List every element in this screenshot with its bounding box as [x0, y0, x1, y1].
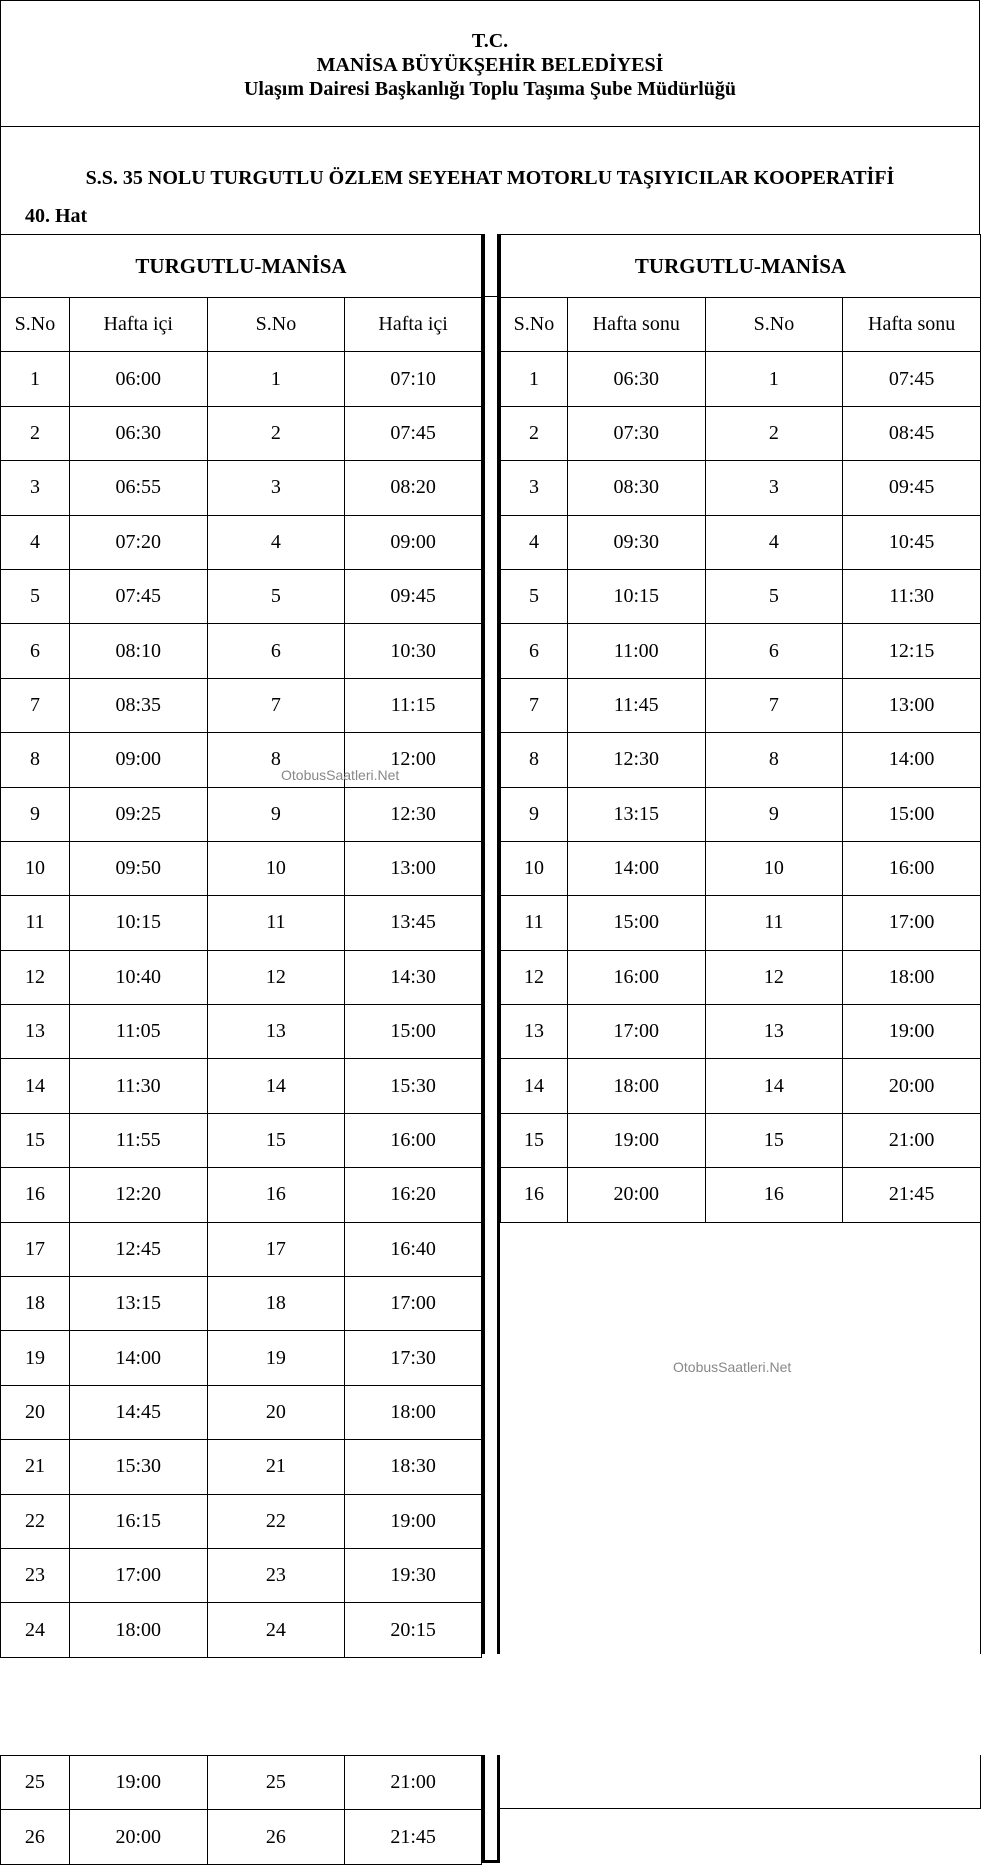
- departure-time-cell: 13:45: [345, 896, 482, 950]
- table-row: [501, 569, 981, 623]
- departure-time-cell: 11:30: [843, 569, 981, 623]
- table-row: [1, 896, 482, 950]
- weekday-timetable: [0, 234, 482, 1658]
- table-row: [1, 1113, 482, 1167]
- table-row: [1, 461, 482, 515]
- table-row: [501, 733, 981, 787]
- table-row: [501, 896, 981, 950]
- departure-time-cell: 10:30: [345, 624, 482, 678]
- departure-time-cell: 09:45: [843, 461, 981, 515]
- sequence-number-cell: 7: [207, 678, 345, 732]
- sequence-number-cell: 13: [705, 1005, 843, 1059]
- sequence-number-cell: 10: [1, 841, 70, 895]
- sequence-number-cell: 9: [705, 787, 843, 841]
- header-line-2: MANİSA BÜYÜKŞEHİR BELEDİYESİ: [316, 54, 664, 76]
- departure-time-cell: 16:00: [843, 841, 981, 895]
- right-border: [980, 1218, 981, 1654]
- sequence-number-cell: 2: [501, 406, 568, 460]
- column-header: Hafta içi: [69, 298, 207, 352]
- sequence-number-cell: 2: [705, 406, 843, 460]
- sequence-number-cell: 26: [1, 1810, 70, 1864]
- departure-time-cell: 13:15: [69, 1277, 207, 1331]
- departure-time-cell: 14:00: [69, 1331, 207, 1385]
- departure-time-cell: 15:30: [345, 1059, 482, 1113]
- table-row: [1, 624, 482, 678]
- sequence-number-cell: 20: [1, 1385, 70, 1439]
- table-row: [501, 1168, 981, 1222]
- sequence-number-cell: 8: [705, 733, 843, 787]
- sequence-number-cell: 3: [705, 461, 843, 515]
- table-row: [501, 406, 981, 460]
- departure-time-cell: 18:00: [567, 1059, 705, 1113]
- departure-time-cell: 07:45: [345, 406, 482, 460]
- table-row: [501, 624, 981, 678]
- sequence-number-cell: 13: [1, 1005, 70, 1059]
- table-row: [1, 1385, 482, 1439]
- sequence-number-cell: 16: [501, 1168, 568, 1222]
- departure-time-cell: 19:00: [69, 1756, 207, 1810]
- departure-time-cell: 19:00: [345, 1494, 482, 1548]
- sequence-number-cell: 14: [705, 1059, 843, 1113]
- column-header: Hafta sonu: [843, 298, 981, 352]
- table-row: [1, 569, 482, 623]
- departure-time-cell: 21:45: [843, 1168, 981, 1222]
- table-row: [501, 787, 981, 841]
- sequence-number-cell: 15: [501, 1113, 568, 1167]
- table-row: [501, 1113, 981, 1167]
- table-row: [1, 1005, 482, 1059]
- departure-time-cell: 09:00: [345, 515, 482, 569]
- document-header: [0, 0, 980, 127]
- sequence-number-cell: 6: [705, 624, 843, 678]
- table-separator: [482, 234, 500, 1654]
- departure-time-cell: 07:45: [69, 569, 207, 623]
- departure-time-cell: 09:45: [345, 569, 482, 623]
- weekend-title: TURGUTLU-MANİSA: [501, 235, 981, 298]
- table-row: [1, 950, 482, 1004]
- departure-time-cell: 20:00: [567, 1168, 705, 1222]
- sequence-number-cell: 21: [1, 1440, 70, 1494]
- departure-time-cell: 13:15: [567, 787, 705, 841]
- sequence-number-cell: 16: [1, 1168, 70, 1222]
- sequence-number-cell: 17: [207, 1222, 345, 1276]
- sequence-number-cell: 12: [207, 950, 345, 1004]
- departure-time-cell: 06:30: [69, 406, 207, 460]
- sequence-number-cell: 10: [705, 841, 843, 895]
- departure-time-cell: 16:15: [69, 1494, 207, 1548]
- sequence-number-cell: 6: [501, 624, 568, 678]
- departure-time-cell: 07:20: [69, 515, 207, 569]
- departure-time-cell: 12:15: [843, 624, 981, 678]
- table-row: [1, 515, 482, 569]
- sequence-number-cell: 18: [1, 1277, 70, 1331]
- sequence-number-cell: 5: [1, 569, 70, 623]
- table-row: [1, 678, 482, 732]
- sequence-number-cell: 4: [705, 515, 843, 569]
- departure-time-cell: 21:00: [345, 1756, 482, 1810]
- table-row: [501, 841, 981, 895]
- sequence-number-cell: 9: [1, 787, 70, 841]
- sequence-number-cell: 4: [207, 515, 345, 569]
- departure-time-cell: 19:00: [567, 1113, 705, 1167]
- table-row: [1, 1810, 482, 1864]
- departure-time-cell: 08:10: [69, 624, 207, 678]
- table-row: [501, 1005, 981, 1059]
- sequence-number-cell: 15: [207, 1113, 345, 1167]
- departure-time-cell: 18:00: [69, 1603, 207, 1657]
- departure-time-cell: 09:25: [69, 787, 207, 841]
- sequence-number-cell: 14: [207, 1059, 345, 1113]
- departure-time-cell: 10:40: [69, 950, 207, 1004]
- table-row: [501, 678, 981, 732]
- sequence-number-cell: 5: [207, 569, 345, 623]
- departure-time-cell: 09:50: [69, 841, 207, 895]
- departure-time-cell: 20:15: [345, 1603, 482, 1657]
- sequence-number-cell: 15: [705, 1113, 843, 1167]
- departure-time-cell: 14:00: [843, 733, 981, 787]
- sequence-number-cell: 23: [207, 1548, 345, 1602]
- sequence-number-cell: 12: [1, 950, 70, 1004]
- sequence-number-cell: 15: [1, 1113, 70, 1167]
- sequence-number-cell: 12: [705, 950, 843, 1004]
- sequence-number-cell: 1: [705, 352, 843, 406]
- weekday-timetable-continued: [0, 1755, 482, 1865]
- table-row: [1, 733, 482, 787]
- table-row: [1, 1222, 482, 1276]
- departure-time-cell: 12:30: [567, 733, 705, 787]
- weekday-title: TURGUTLU-MANİSA: [1, 235, 482, 298]
- departure-time-cell: 16:40: [345, 1222, 482, 1276]
- sequence-number-cell: 26: [207, 1810, 345, 1864]
- right-border: [980, 1755, 981, 1809]
- sequence-number-cell: 10: [207, 841, 345, 895]
- sequence-number-cell: 9: [501, 787, 568, 841]
- table-row: [501, 461, 981, 515]
- sequence-number-cell: 14: [1, 1059, 70, 1113]
- sequence-number-cell: 4: [501, 515, 568, 569]
- departure-time-cell: 15:30: [69, 1440, 207, 1494]
- table-row: [1, 1548, 482, 1602]
- departure-time-cell: 16:00: [567, 950, 705, 1004]
- sequence-number-cell: 11: [207, 896, 345, 950]
- table-row: [1, 1277, 482, 1331]
- sequence-number-cell: 2: [207, 406, 345, 460]
- departure-time-cell: 15:00: [567, 896, 705, 950]
- departure-time-cell: 14:00: [567, 841, 705, 895]
- departure-time-cell: 11:00: [567, 624, 705, 678]
- line-name: 40. Hat: [25, 205, 88, 227]
- sequence-number-cell: 11: [705, 896, 843, 950]
- sequence-number-cell: 14: [501, 1059, 568, 1113]
- sequence-number-cell: 24: [207, 1603, 345, 1657]
- departure-time-cell: 15:00: [843, 787, 981, 841]
- sequence-number-cell: 6: [207, 624, 345, 678]
- header-line-1: T.C.: [471, 30, 509, 52]
- departure-time-cell: 10:15: [69, 896, 207, 950]
- sequence-number-cell: 8: [501, 733, 568, 787]
- table-row: [501, 352, 981, 406]
- table-separator: [482, 1755, 500, 1863]
- empty-cell-line: [500, 1808, 981, 1809]
- sequence-number-cell: 24: [1, 1603, 70, 1657]
- departure-time-cell: 06:55: [69, 461, 207, 515]
- sequence-number-cell: 23: [1, 1548, 70, 1602]
- sequence-number-cell: 5: [501, 569, 568, 623]
- sequence-number-cell: 6: [1, 624, 70, 678]
- sequence-number-cell: 18: [207, 1277, 345, 1331]
- departure-time-cell: 18:00: [345, 1385, 482, 1439]
- weekend-timetable: [500, 234, 981, 1223]
- departure-time-cell: 08:20: [345, 461, 482, 515]
- watermark: OtobusSaatleri.Net: [281, 767, 400, 783]
- header-line-3: Ulaşım Dairesi Başkanlığı Toplu Taşıma Şube Müdürlüğü: [243, 78, 737, 100]
- table-row: [501, 515, 981, 569]
- departure-time-cell: 12:45: [69, 1222, 207, 1276]
- sequence-number-cell: 5: [705, 569, 843, 623]
- departure-time-cell: 19:00: [843, 1005, 981, 1059]
- sequence-number-cell: 8: [207, 733, 345, 787]
- table-row: [1, 1331, 482, 1385]
- sequence-number-cell: 7: [705, 678, 843, 732]
- watermark: OtobusSaatleri.Net: [673, 1359, 792, 1375]
- column-header: Hafta içi: [345, 298, 482, 352]
- table-row: [1, 1440, 482, 1494]
- sequence-number-cell: 25: [207, 1756, 345, 1810]
- table-row: [1, 1494, 482, 1548]
- column-header: S.No: [705, 298, 843, 352]
- table-row: [1, 1603, 482, 1657]
- departure-time-cell: 16:00: [345, 1113, 482, 1167]
- sequence-number-cell: 3: [501, 461, 568, 515]
- departure-time-cell: 10:45: [843, 515, 981, 569]
- sequence-number-cell: 2: [1, 406, 70, 460]
- departure-time-cell: 21:45: [345, 1810, 482, 1864]
- departure-time-cell: 16:20: [345, 1168, 482, 1222]
- departure-time-cell: 14:30: [345, 950, 482, 1004]
- column-header: Hafta sonu: [567, 298, 705, 352]
- departure-time-cell: 17:30: [345, 1331, 482, 1385]
- departure-time-cell: 10:15: [567, 569, 705, 623]
- departure-time-cell: 09:30: [567, 515, 705, 569]
- table-row: [1, 1756, 482, 1810]
- departure-time-cell: 18:00: [843, 950, 981, 1004]
- sequence-number-cell: 16: [705, 1168, 843, 1222]
- sequence-number-cell: 10: [501, 841, 568, 895]
- sequence-number-cell: 16: [207, 1168, 345, 1222]
- departure-time-cell: 14:45: [69, 1385, 207, 1439]
- sequence-number-cell: 3: [1, 461, 70, 515]
- departure-time-cell: 11:55: [69, 1113, 207, 1167]
- departure-time-cell: 12:20: [69, 1168, 207, 1222]
- sequence-number-cell: 19: [207, 1331, 345, 1385]
- departure-time-cell: 17:00: [345, 1277, 482, 1331]
- sequence-number-cell: 3: [207, 461, 345, 515]
- sequence-number-cell: 7: [501, 678, 568, 732]
- sequence-number-cell: 11: [501, 896, 568, 950]
- separator-line: [482, 296, 500, 297]
- sequence-number-cell: 17: [1, 1222, 70, 1276]
- column-header: S.No: [501, 298, 568, 352]
- table-row: [1, 352, 482, 406]
- table-row: [1, 406, 482, 460]
- departure-time-cell: 11:45: [567, 678, 705, 732]
- departure-time-cell: 13:00: [843, 678, 981, 732]
- sequence-number-cell: 13: [207, 1005, 345, 1059]
- departure-time-cell: 08:30: [567, 461, 705, 515]
- departure-time-cell: 13:00: [345, 841, 482, 895]
- sequence-number-cell: 25: [1, 1756, 70, 1810]
- departure-time-cell: 07:45: [843, 352, 981, 406]
- sequence-number-cell: 13: [501, 1005, 568, 1059]
- subheader: [0, 127, 980, 234]
- departure-time-cell: 12:30: [345, 787, 482, 841]
- sequence-number-cell: 19: [1, 1331, 70, 1385]
- table-row: [1, 1168, 482, 1222]
- sequence-number-cell: 21: [207, 1440, 345, 1494]
- sequence-number-cell: 11: [1, 896, 70, 950]
- departure-time-cell: 17:00: [843, 896, 981, 950]
- departure-time-cell: 11:05: [69, 1005, 207, 1059]
- sequence-number-cell: 22: [1, 1494, 70, 1548]
- departure-time-cell: 17:00: [69, 1548, 207, 1602]
- table-row: [501, 950, 981, 1004]
- sequence-number-cell: 22: [207, 1494, 345, 1548]
- departure-time-cell: 07:10: [345, 352, 482, 406]
- departure-time-cell: 15:00: [345, 1005, 482, 1059]
- cooperative-name: S.S. 35 NOLU TURGUTLU ÖZLEM SEYEHAT MOTORLU TAŞIYICILAR KOOPERATİFİ: [85, 167, 895, 189]
- table-row: [1, 787, 482, 841]
- departure-time-cell: 08:35: [69, 678, 207, 732]
- departure-time-cell: 12:00: [345, 733, 482, 787]
- departure-time-cell: 07:30: [567, 406, 705, 460]
- departure-time-cell: 08:45: [843, 406, 981, 460]
- sequence-number-cell: 8: [1, 733, 70, 787]
- sequence-number-cell: 12: [501, 950, 568, 1004]
- departure-time-cell: 06:00: [69, 352, 207, 406]
- table-row: [501, 1059, 981, 1113]
- table-row: [1, 1059, 482, 1113]
- departure-time-cell: 17:00: [567, 1005, 705, 1059]
- sequence-number-cell: 20: [207, 1385, 345, 1439]
- departure-time-cell: 19:30: [345, 1548, 482, 1602]
- departure-time-cell: 11:15: [345, 678, 482, 732]
- sequence-number-cell: 9: [207, 787, 345, 841]
- departure-time-cell: 20:00: [69, 1810, 207, 1864]
- departure-time-cell: 21:00: [843, 1113, 981, 1167]
- sequence-number-cell: 1: [501, 352, 568, 406]
- departure-time-cell: 18:30: [345, 1440, 482, 1494]
- sequence-number-cell: 1: [1, 352, 70, 406]
- column-header: S.No: [207, 298, 345, 352]
- departure-time-cell: 11:30: [69, 1059, 207, 1113]
- sequence-number-cell: 4: [1, 515, 70, 569]
- sequence-number-cell: 7: [1, 678, 70, 732]
- departure-time-cell: 20:00: [843, 1059, 981, 1113]
- sequence-number-cell: 1: [207, 352, 345, 406]
- table-row: [1, 841, 482, 895]
- column-header: S.No: [1, 298, 70, 352]
- departure-time-cell: 09:00: [69, 733, 207, 787]
- departure-time-cell: 06:30: [567, 352, 705, 406]
